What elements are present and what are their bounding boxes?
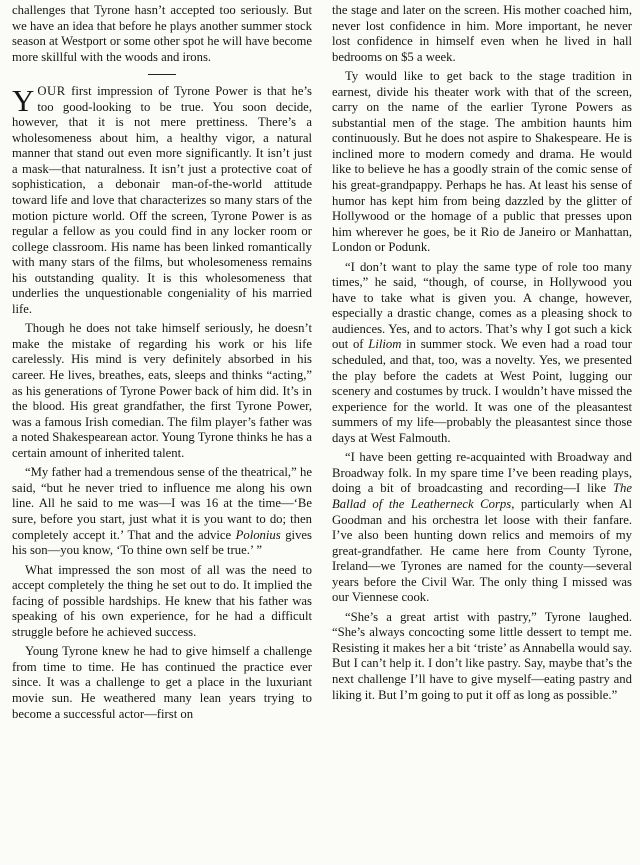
paragraph: challenges that Tyrone hasn’t accepted too seriously. But we have an idea that before he plays another summer stock season at Westport or some other spot he will have become more skillful with the woods and irons. <box>12 3 312 64</box>
italic-text: Liliom <box>368 337 402 352</box>
paragraph-text: “I don’t want to play the same type of role too many times,” he said, “though, of course, in Hollywood you have to take what is given you. A change, however, especially a drastic change, comes as a pleasing shock to audiences. Yes, and to actors. That’s why I got such a kick out of <box>332 259 632 352</box>
paragraph <box>12 465 312 558</box>
paragraph-text: “My father had a tremendous sense of the theatrical,” he said, “but he never tried to influence me along his own line. All he said to me was—I was 16 at the time—‘Be sure, before you start, just what it is you want to do; then completely accept it.’ That and the advice <box>12 465 312 542</box>
paragraph-text: “I have been getting re-acquainted with Broadway and Broadway folk. In my spare time I’ve been reading plays, doing a bit of broadcasting and recording—I like <box>332 450 632 496</box>
lead-smallcaps: OUR <box>37 84 66 99</box>
paragraph: What impressed the son most of all was the need to accept completely the thing he set out to do. It implied the facing of possible hardships. He knew that his father was speaking of his own experience, for he had a difficult struggle before he achieved success. <box>12 562 312 639</box>
paragraph-text: gives his son—you know, ‘To thine own self be true.’ ” <box>12 527 312 558</box>
paragraph-text: in summer stock. We even had a road tour scheduled, and that, too, was a novelty. Yes, we presented the play before the cadets at West Point, lugging our scenery and costumes by truck. I wouldn’t have missed the experience for the world. It was one of the pleasantest summers of my life—probably the pleasantest since those days at West Falmouth. <box>332 337 632 445</box>
paragraph: Ty would like to get back to the stage tradition in earnest, divide his theater work with that of the screen, carry on the name of the earlier Tyrone Powers as substantial men of the stage. The ambition haunts him continuously. But he does not aspire to Shakespeare. He is inclined more to modern comedy and drama. He would like to believe he has a goodly strain of the comic sense of his great-grandpappy. Perhaps he has. At least his sense of humor has kept him from being dazzled by the glitter of Hollywood or the homage of a public that presses upon him wherever he goes, be it Rio de Janeiro or Manhattan, London or Podunk. <box>332 69 632 255</box>
lead-text: first impression of Tyrone Power is that he’s too good-looking to be true. You soon decide, however, that it is not mere prettiness. There’s a wholesomeness about him, a healthy vigor, a natural manner that stand out even more significantly. It isn’t just a mask—that naturalness. It isn’t just a protective coat of sophistication, a debonair man-of-the-world attitude toward life and love that characterizes so many stars of the motion picture world. Off the screen, Tyrone Power is as regular a fellow as you could find in any locker room or college classroom. His name has been linked romantically with many stars of the films, but wholesomeness remains his outstanding quality. It is this wholesomeness that underlies the unquestionable congeniality of his married life. <box>12 84 312 316</box>
italic-text: Polonius <box>235 527 281 542</box>
lead-paragraph <box>12 84 312 317</box>
paragraph: the stage and later on the screen. His mother coached him, never lost confidence in him. More important, he never lost confidence in himself even when he lived in hall bedrooms on $5 a week. <box>332 3 632 64</box>
paragraph: Young Tyrone knew he had to give himself a challenge from time to time. He has continued the practice ever since. It was a challenge to get a place in the luxuriant movie sun. He weathered many lean years trying to become a successful actor—first on <box>12 644 312 721</box>
right-column <box>332 3 632 865</box>
paragraph: “She’s a great artist with pastry,” Tyrone laughed. “She’s always concocting some little dessert to tempt me. Resisting it makes her a bit ‘triste’ as Annabella would say. But I can’t help it. I don’t like pastry. Say, maybe that’s the next challenge I’ll have to give myself—eating pastry and liking it. But I’m going to put it off as long as possible.” <box>332 609 632 702</box>
section-divider <box>148 74 176 75</box>
paragraph <box>332 260 632 447</box>
paragraph-text: , particularly when Al Goodman and his orchestra let loose with their fanfare. I’ve also been hunting down relics and memoirs of my great-grandfather. He came here from County Tyrone, Ireland—we Tyrones are named for the county—several years before the Civil War. The only thing I missed was our Viennese cook. <box>332 496 632 605</box>
paragraph: Though he does not take himself seriously, he doesn’t make the mistake of regarding his work or his life carelessly. His mind is very definitely absorbed in his career. He lives, breathes, eats, sleeps and thinks “acting,” as his generations of Tyrone Power back of him did. It’s in the blood. His great grandfather, the first Tyrone Power, was a famous Irish comedian. The film player’s father was a noted Shakespearean actor. Young Tyrone thinks he has a certain amount of inherited talent. <box>12 321 312 460</box>
left-column <box>12 3 312 865</box>
paragraph <box>332 450 632 605</box>
italic-text: The Ballad of the Leatherneck Corps <box>332 481 632 511</box>
drop-cap: Y <box>12 83 35 119</box>
